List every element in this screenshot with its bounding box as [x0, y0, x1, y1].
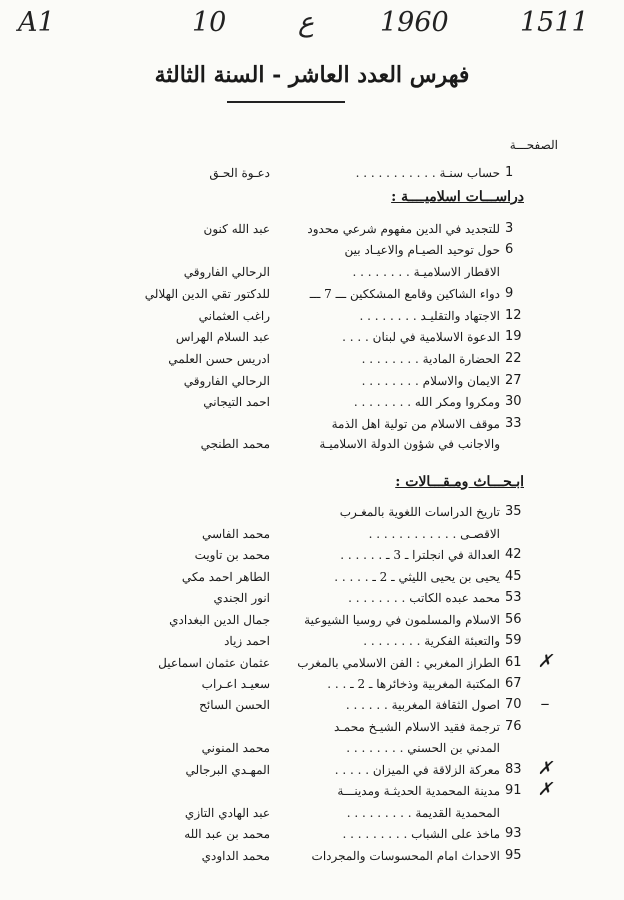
toc-author: سعيـد اعـراب [201, 677, 270, 691]
toc-page-number: 19 [505, 329, 522, 344]
toc-page-number: 22 [505, 351, 522, 366]
toc-author: عبد الله كنون [203, 222, 270, 236]
toc-row [0, 219, 624, 239]
toc-row [0, 434, 624, 454]
toc-title: الاحداث امام المحسوسات والمجردات [311, 849, 500, 863]
toc-author: راغب العثماني [198, 309, 270, 323]
toc-author: محمد بن تاويت [194, 548, 270, 562]
toc-row [0, 327, 624, 347]
toc-row [0, 653, 624, 673]
toc-title: اصول الثقافة المغربية . . . . . . [345, 698, 500, 712]
toc-row [0, 610, 624, 630]
toc-title: والاجانب في شؤون الدولة الاسلاميـة [319, 437, 500, 451]
toc-row [0, 803, 624, 823]
toc-row [0, 717, 624, 737]
toc-title: دواء الشاكين وقامع المشككين ـــ 7 ـــ [309, 287, 500, 301]
toc-title: للتجديد في الدين مفهوم شرعي محدود [307, 222, 500, 236]
toc-author: محمد المنوني [201, 741, 270, 755]
toc-row [0, 524, 624, 544]
handwritten-note-year: 1960 [380, 7, 449, 38]
toc-row [0, 240, 624, 260]
toc-author: الرحالي الفاروقي [183, 265, 270, 279]
toc-author: محمد الفاسي [202, 527, 270, 541]
toc-page-number: 70 [505, 697, 522, 712]
title-underline [227, 101, 345, 103]
toc-author: الرحالي الفاروقي [183, 374, 270, 388]
toc-page-number: 93 [505, 826, 522, 841]
toc-title: المكتبة المغربية وذخائرها ـ 2 ـ . . . [327, 677, 500, 691]
handwritten-note-a1: A1 [18, 7, 55, 38]
margin-cross-mark: ✗ [537, 758, 553, 779]
toc-title: حساب سنـة . . . . . . . . . . . [355, 166, 500, 180]
toc-row [0, 781, 624, 801]
toc-page-number: 30 [505, 394, 522, 409]
toc-title: ومكروا ومكر الله . . . . . . . . [353, 395, 500, 409]
toc-row [0, 846, 624, 866]
toc-row [0, 760, 624, 780]
toc-row [0, 824, 624, 844]
toc-page-number: 33 [505, 416, 522, 431]
toc-title: ترجمة فقيد الاسلام الشيـخ محمـد [333, 720, 500, 734]
page-column-label: الصفحـــة [509, 138, 558, 152]
section-heading-research-articles: ابـحـــاث ومـقـــالات : [395, 474, 524, 490]
toc-author: احمد التيجاني [203, 395, 270, 409]
toc-row [0, 545, 624, 565]
toc-title: محمد عبده الكاتب . . . . . . . . [348, 591, 500, 605]
toc-author: عبد الهادي التازي [184, 806, 270, 820]
toc-page-number: 6 [505, 242, 514, 257]
toc-title: يحيى بن يحيى الليثي ـ 2 ـ . . . . . [334, 570, 500, 584]
toc-page-number: 12 [505, 308, 522, 323]
toc-row [0, 306, 624, 326]
margin-cross-mark: ✗ [537, 651, 553, 672]
toc-row [0, 349, 624, 369]
handwritten-note-letter: ع [298, 7, 315, 38]
toc-author: محمد الطنجي [200, 437, 270, 451]
toc-row [0, 163, 624, 183]
toc-page-number: 27 [505, 373, 522, 388]
toc-title: حول توحيد الصيـام والاعيـاد بين [344, 243, 500, 257]
toc-page-number: 42 [505, 547, 522, 562]
toc-title: المدني بن الحسني . . . . . . . . [346, 741, 500, 755]
toc-author: احمد زياد [224, 634, 270, 648]
toc-row [0, 674, 624, 694]
toc-title: الدعوة الاسلامية في لبنان . . . . [342, 330, 500, 344]
margin-dash-mark: – [540, 693, 550, 714]
toc-row [0, 695, 624, 715]
toc-author: الطاهر احمد مكي [181, 570, 270, 584]
toc-author: دعـوة الحـق [209, 166, 270, 180]
toc-row [0, 284, 624, 304]
toc-page-number: 83 [505, 762, 522, 777]
toc-title: موقف الاسلام من تولية اهل الذمة [331, 417, 500, 431]
toc-author: ادريس حسن العلمي [168, 352, 270, 366]
toc-page-number: 59 [505, 633, 522, 648]
toc-page-number: 35 [505, 504, 522, 519]
toc-author: محمد الداودي [201, 849, 270, 863]
toc-row [0, 371, 624, 391]
toc-page-number: 56 [505, 612, 522, 627]
toc-title: ماخذ على الشباب . . . . . . . . . [342, 827, 500, 841]
toc-page-number: 61 [505, 655, 522, 670]
toc-title: تاريخ الدراسات اللغوية بالمغـرب [339, 505, 500, 519]
toc-page-number: 67 [505, 676, 522, 691]
toc-title: الاسلام والمسلمون في روسيا الشيوعية [304, 613, 500, 627]
toc-row [0, 738, 624, 758]
toc-row [0, 631, 624, 651]
toc-title: المحمدية القديمة . . . . . . . . . [346, 806, 500, 820]
toc-page-number: 53 [505, 590, 522, 605]
handwritten-note-code: 1511 [520, 7, 589, 38]
toc-row [0, 502, 624, 522]
toc-page-number: 76 [505, 719, 522, 734]
toc-page-number: 9 [505, 286, 514, 301]
page-title: فهرس العدد العاشر - السنة الثالثة [154, 62, 470, 88]
section-heading-islamic-studies: دراســـات اسلاميــــة : [391, 189, 524, 205]
toc-title: معركة الزلاقة في الميزان . . . . . [334, 763, 500, 777]
toc-title: الحضارة المادية . . . . . . . . [361, 352, 500, 366]
toc-author: المهـدي البرجالي [185, 763, 270, 777]
toc-title: مدينة المحمدية الحديثـة ومدينـــة [337, 784, 500, 798]
toc-author: جمال الدين البغدادي [169, 613, 270, 627]
toc-title: الاقطار الاسلاميـة . . . . . . . . [352, 265, 500, 279]
handwritten-note-issue: 10 [192, 7, 227, 38]
toc-row [0, 414, 624, 434]
toc-author: للدكتور تقي الدين الهلالي [144, 287, 270, 301]
toc-row [0, 567, 624, 587]
toc-page-number: 95 [505, 848, 522, 863]
toc-title: الطراز المغربي : الفن الاسلامي بالمغرب [297, 656, 500, 670]
toc-title: والتعبئة الفكرية . . . . . . . . [363, 634, 500, 648]
toc-author: الحسن السائح [199, 698, 270, 712]
toc-page-number: 1 [505, 165, 514, 180]
toc-author: عبد السلام الهراس [175, 330, 270, 344]
toc-row [0, 588, 624, 608]
toc-page-number: 3 [505, 221, 514, 236]
toc-title: الاقصـى . . . . . . . . . . . . [368, 527, 500, 541]
toc-page-number: 45 [505, 569, 522, 584]
toc-row [0, 392, 624, 412]
toc-author: انور الجندي [213, 591, 270, 605]
toc-author: عثمان عثمان اسماعيل [158, 656, 270, 670]
toc-author: محمد بن عبد الله [184, 827, 270, 841]
margin-cross-mark: ✗ [537, 779, 553, 800]
toc-page-number: 91 [505, 783, 522, 798]
toc-row [0, 262, 624, 282]
toc-title: الاجتهاد والتقليـد . . . . . . . . [359, 309, 500, 323]
toc-title: العدالة في انجلترا ـ 3 ـ . . . . . . [340, 548, 500, 562]
toc-title: الايمان والاسلام . . . . . . . . [361, 374, 500, 388]
